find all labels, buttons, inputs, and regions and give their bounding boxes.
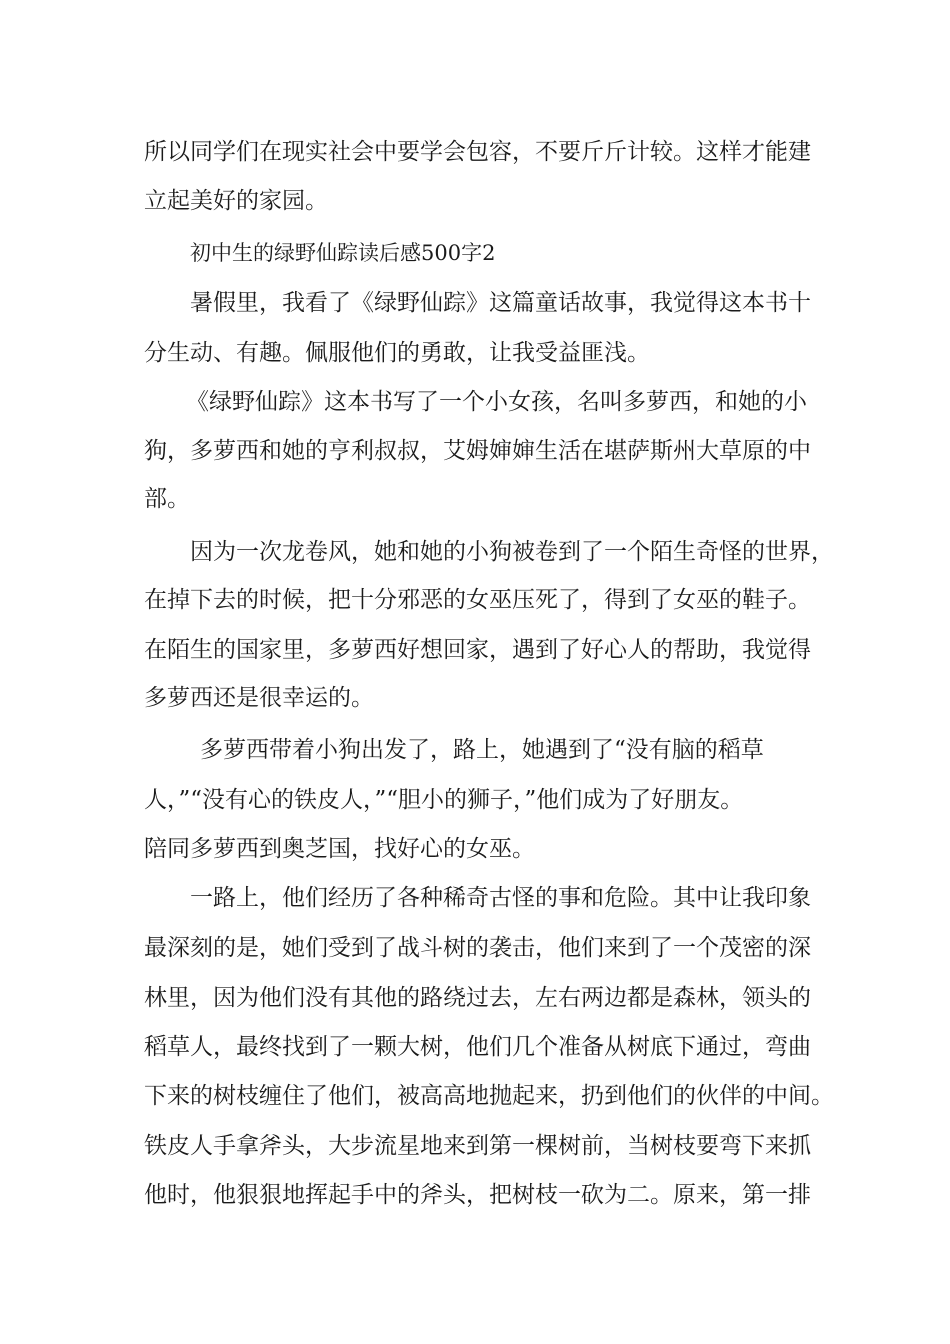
text-line: 下来的树枝缠住了他们，被高高地抛起来，扔到他们的伙伴的中间。	[144, 1083, 834, 1109]
paragraph-first-line: 多萝西带着小狗出发了，路上，她遇到了“没有脑的稻草	[200, 737, 764, 763]
text-line: 他时，他狠狠地挥起手中的斧头，把树枝一砍为二。原来，第一排	[144, 1182, 811, 1208]
text-line: 部。	[144, 486, 190, 512]
text-line: 多萝西还是很幸运的。	[144, 685, 374, 711]
text-line: 铁皮人手拿斧头，大步流星地来到第一棵树前，当树枝要弯下来抓	[144, 1133, 811, 1159]
text-line: 人，”“没有心的铁皮人，”“胆小的狮子，”他们成为了好朋友。	[144, 787, 744, 813]
paragraph-first-line: 一路上，他们经历了各种稀奇古怪的事和危险。其中让我印象	[190, 885, 811, 911]
paragraph-first-line: 《绿野仙踪》这本书写了一个小女孩，名叫多萝西，和她的小	[186, 389, 807, 415]
text-line: 立起美好的家园。	[144, 188, 328, 214]
text-line: 在掉下去的时候，把十分邪恶的女巫压死了，得到了女巫的鞋子。	[144, 587, 811, 613]
text-line: 在陌生的国家里，多萝西好想回家，遇到了好心人的帮助，我觉得	[144, 637, 811, 663]
section-heading: 初中生的绿野仙踪读后感500字2	[190, 241, 496, 265]
text-line: 分生动、有趣。佩服他们的勇敢，让我受益匪浅。	[144, 340, 650, 366]
text-line: 林里，因为他们没有其他的路绕过去，左右两边都是森林，领头的	[144, 985, 811, 1011]
text-line: 稻草人，最终找到了一颗大树，他们几个准备从树底下通过，弯曲	[144, 1034, 811, 1060]
paragraph-first-line: 因为一次龙卷风，她和她的小狗被卷到了一个陌生奇怪的世界，	[190, 539, 834, 565]
text-line: 最深刻的是，她们受到了战斗树的袭击，他们来到了一个茂密的深	[144, 935, 811, 961]
text-line: 狗，多萝西和她的亨利叔叔，艾姆婶婶生活在堪萨斯州大草原的中	[144, 438, 811, 464]
text-line: 陪同多萝西到奥芝国，找好心的女巫。	[144, 836, 535, 862]
text-line: 所以同学们在现实社会中要学会包容，不要斤斤计较。这样才能建	[144, 139, 811, 165]
paragraph-first-line: 暑假里，我看了《绿野仙踪》这篇童话故事，我觉得这本书十	[190, 290, 811, 316]
